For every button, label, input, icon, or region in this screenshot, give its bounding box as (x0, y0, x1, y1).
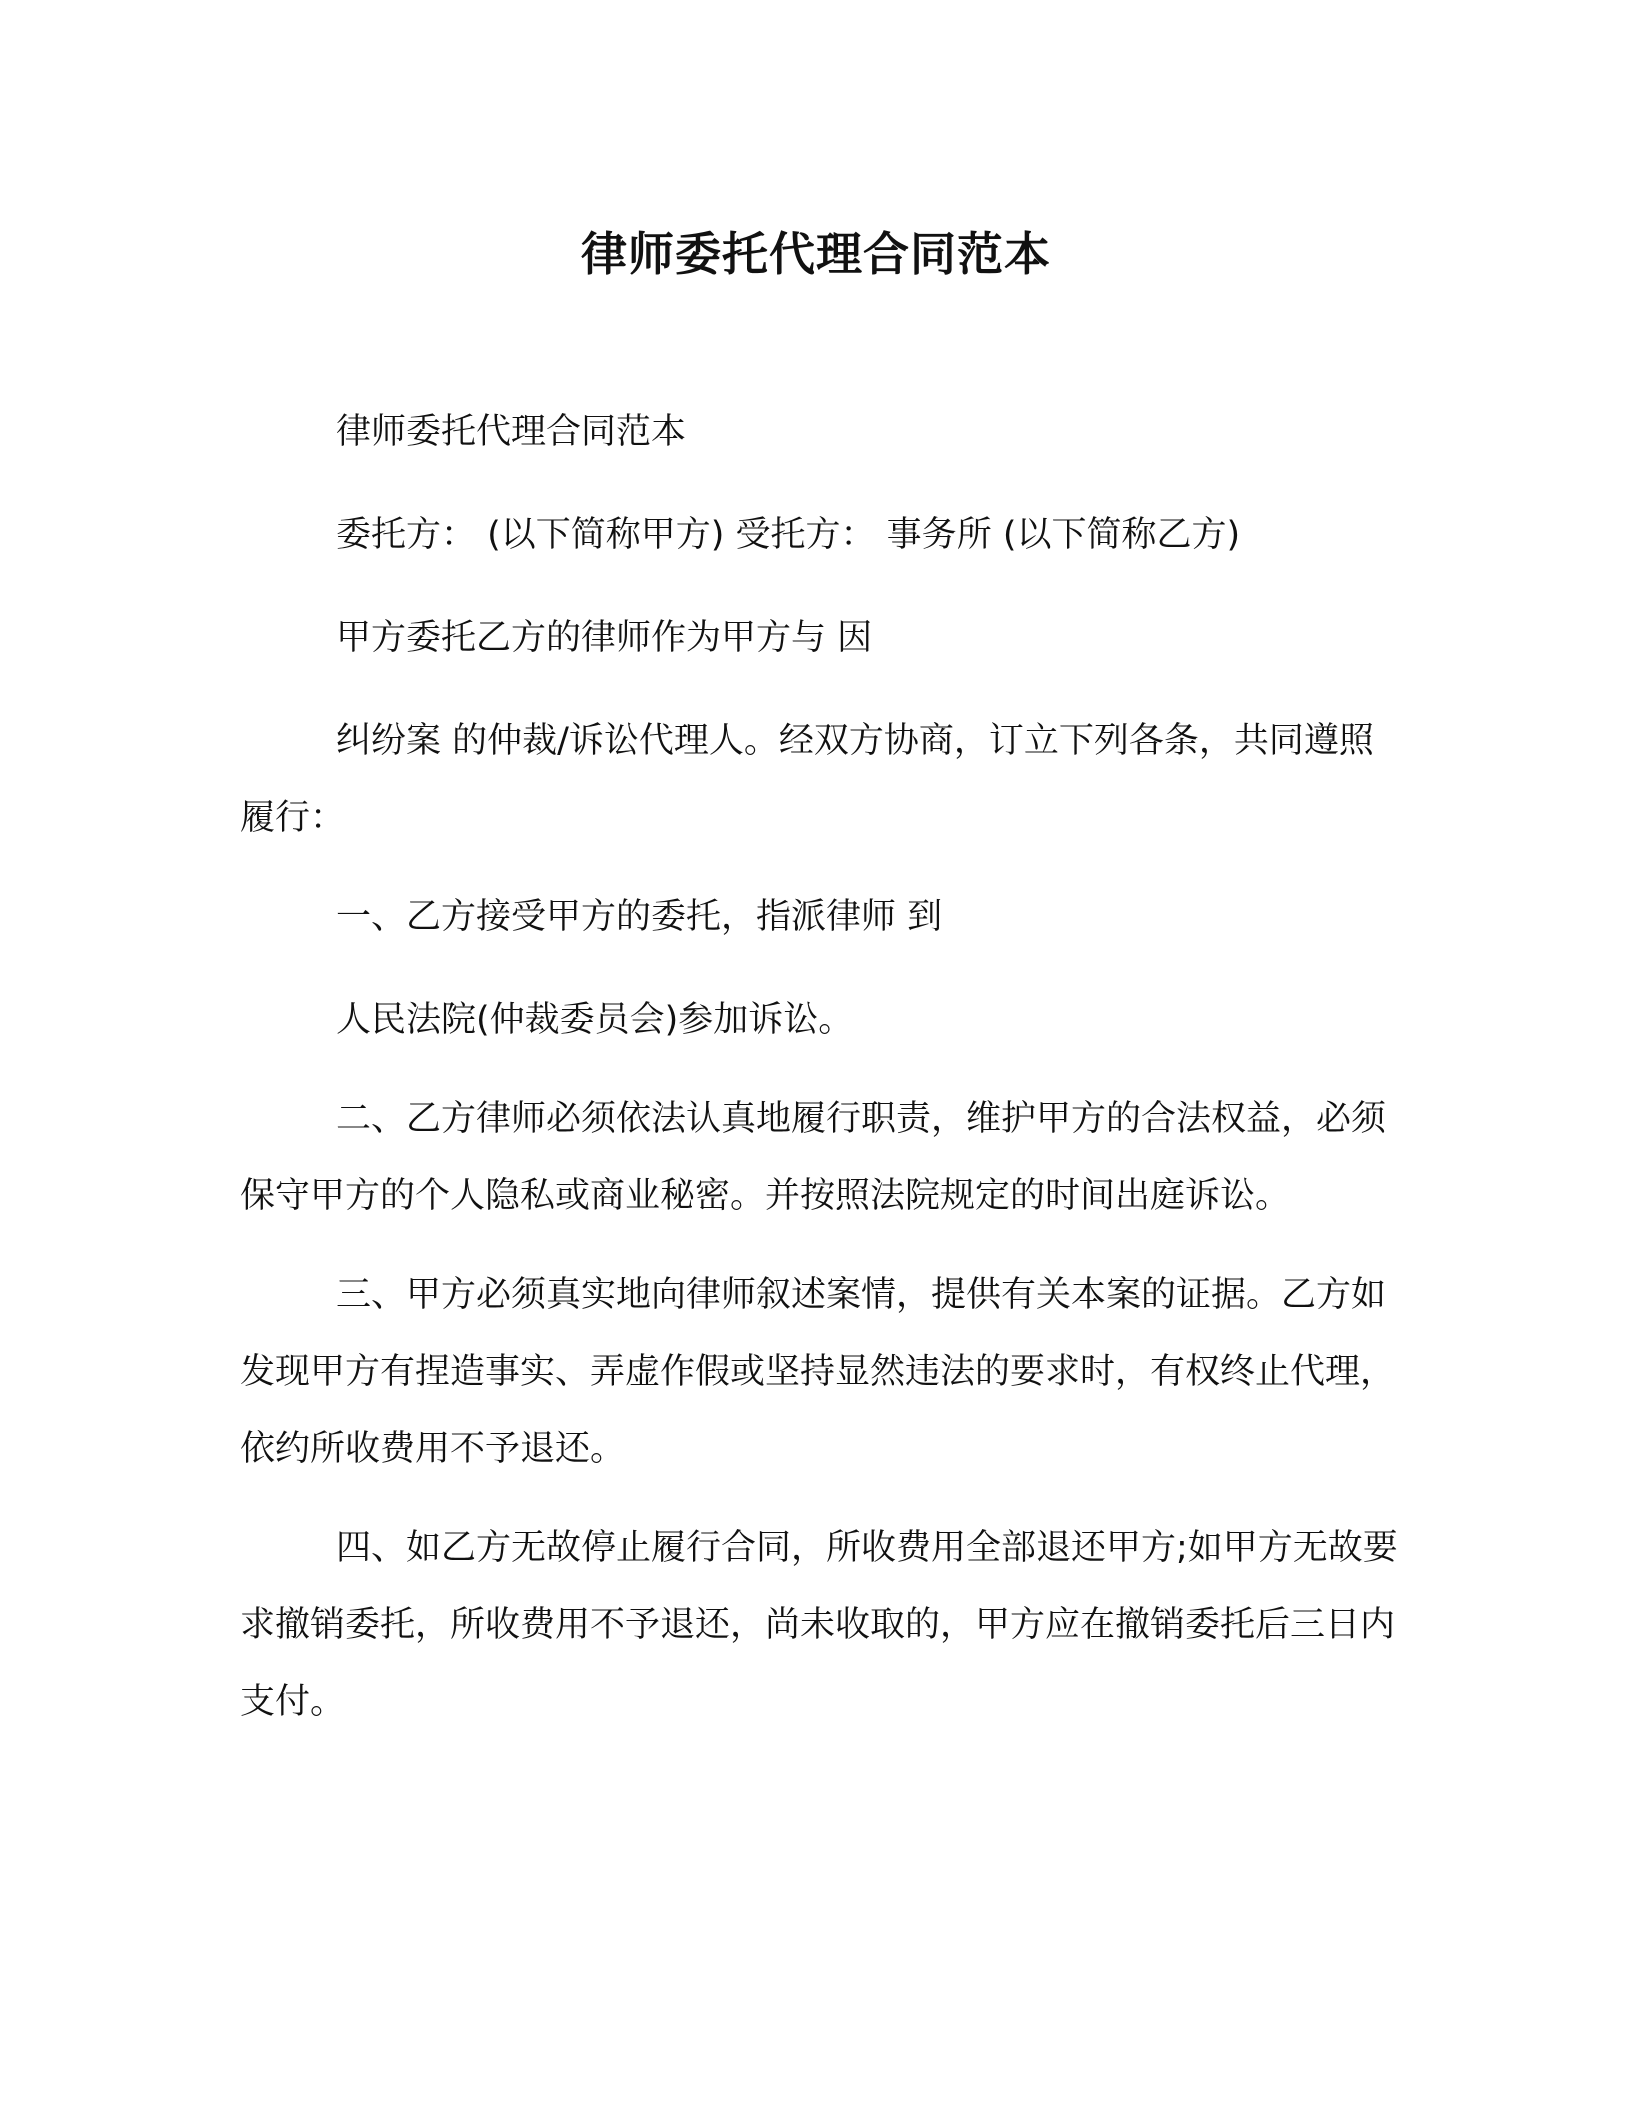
document-title: 律师委托代理合同范本 (581, 227, 1051, 281)
paragraph-clause-1: 一、乙方接受甲方的委托，指派律师 到 (336, 897, 943, 937)
paragraph-court: 人民法院(仲裁委员会)参加诉讼。 (336, 1000, 854, 1040)
paragraph-subtitle: 律师委托代理合同范本 (336, 412, 687, 452)
document-body (240, 394, 1400, 1741)
paragraph-clause-2: 二、乙方律师必须依法认真地履行职责，维护甲方的合法权益，必须保守甲方的个人隐私或商业秘密。并按照法院规定的时间出庭诉讼。 (240, 1099, 1387, 1216)
paragraph-dispute: 纠纷案 的仲裁/诉讼代理人。经双方协商，订立下列各条，共同遵照履行： (240, 721, 1374, 838)
paragraph-clause-4: 四、如乙方无故停止履行合同，所收费用全部退还甲方;如甲方无故要求撤销委托，所收费用不予退还，尚未收取的，甲方应在撤销委托后三日内支付。 (240, 1528, 1398, 1722)
paragraph-parties: 委托方： (以下简称甲方) 受托方： 事务所 (以下简称乙方) (336, 515, 1241, 555)
paragraph-entrust: 甲方委托乙方的律师作为甲方与 因 (336, 618, 873, 658)
paragraph-clause-3: 三、甲方必须真实地向律师叙述案情，提供有关本案的证据。乙方如发现甲方有捏造事实、弄虚作假或坚持显然违法的要求时，有权终止代理，依约所收费用不予退还。 (240, 1275, 1396, 1469)
